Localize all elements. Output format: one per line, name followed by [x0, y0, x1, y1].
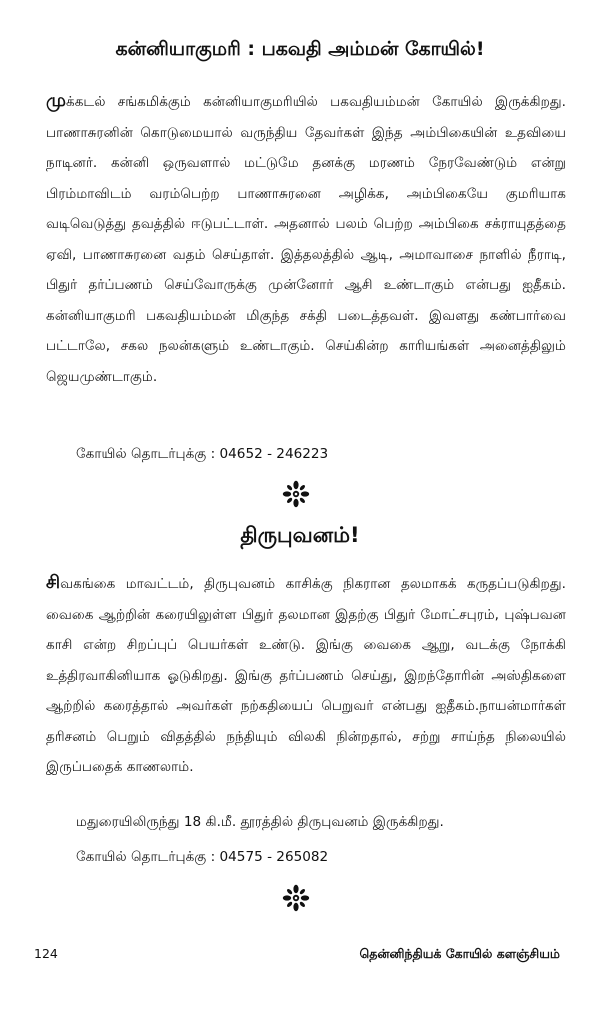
drop-cap: சி: [46, 572, 61, 593]
section-title-thirupuvanam: திருபுவனம்!: [240, 523, 360, 547]
section-body-thirupuvanam: [46, 568, 566, 783]
drop-cap: மு: [46, 90, 66, 111]
temple-contact-thirupuvanam: கோயில் தொடர்புக்கு : 04575 - 265082: [76, 849, 329, 865]
body-text: வகங்கை மாவட்டம், திருபுவனம் காசிக்கு நிகரான தலமாகக் கருதப்படுகிறது. வைகை ஆற்றின் கரையிலுள்ள பிதுர் தலமான இதற்கு பிதுர் மோட்சபுரம், புஷ்பவன காசி என்ற சிறப்புப் பெயர்கள் உண்டு. இங்கு வைகை ஆறு, வடக்கு நோக்கி உத்திரவாகினியாக ஓடுகிறது. இங்கு தர்ப்பணம் செய்து, இறந்தோரின் அஸ்திகளை ஆற்றில் கரைத்தால் அவர்கள் நற்கதியைப் பெறுவர் என்பது ஐதீகம்.நாயன்மார்கள் தரிசனம் பெறும் விதத்தில் நந்தியும் விலகி நின்றதால், சற்று சாய்ந்த நிலையில் இருப்பதைக் காணலாம்.: [46, 576, 566, 775]
section-title-kanyakumari: கன்னியாகுமரி : பகவதி அம்மன் கோயில்!: [115, 38, 485, 60]
flower-ornament-icon: [282, 480, 310, 508]
temple-contact-kanyakumari: கோயில் தொடர்புக்கு : 04652 - 246223: [76, 446, 329, 462]
book-title: தென்னிந்தியக் கோயில் களஞ்சியம்: [359, 946, 560, 961]
page-number: 124: [34, 946, 58, 961]
distance-note: மதுரையிலிருந்து 18 கி.மீ. தூரத்தில் திருபுவனம் இருக்கிறது.: [76, 814, 444, 830]
page-footer: [0, 942, 600, 966]
flower-ornament-icon: [282, 884, 310, 912]
body-text: க்கடல் சங்கமிக்கும் கன்னியாகுமரியில் பகவதியம்மன் கோயில் இருக்கிறது. பாணாசுரனின் கொடுமையால் வருந்திய தேவர்கள் இந்த அம்பிகையின் உதவியை நாடினர். கன்னி ஒருவளால் மட்டுமே தனக்கு மரணம் நேரவேண்டும் என்று பிரம்மாவிடம் வரம்பெற்ற பாணாசுரனை அழிக்க, அம்பிகையே குமரியாக வடிவெடுத்து தவத்தில் ஈடுபட்டாள். அதனால் பலம் பெற்ற அம்பிகை சக்ராயுதத்தை ஏவி, பாணாசுரனை வதம் செய்தாள். இத்தலத்தில் ஆடி, அமாவாசை நாளில் நீராடி, பிதுர் தர்ப்பணம் செய்வோருக்கு முன்னோர் ஆசி உண்டாகும் என்பது ஐதீகம். கன்னியாகுமரி பகவதியம்மன் மிகுந்த சக்தி படைத்தவள். இவளது கண்பார்வை பட்டாலே, சகல நலன்களும் உண்டாகும். செய்கின்ற காரியங்கள் அனைத்திலும் ஜெயமுண்டாகும்.: [46, 94, 566, 385]
section-body-kanyakumari: [46, 86, 566, 392]
